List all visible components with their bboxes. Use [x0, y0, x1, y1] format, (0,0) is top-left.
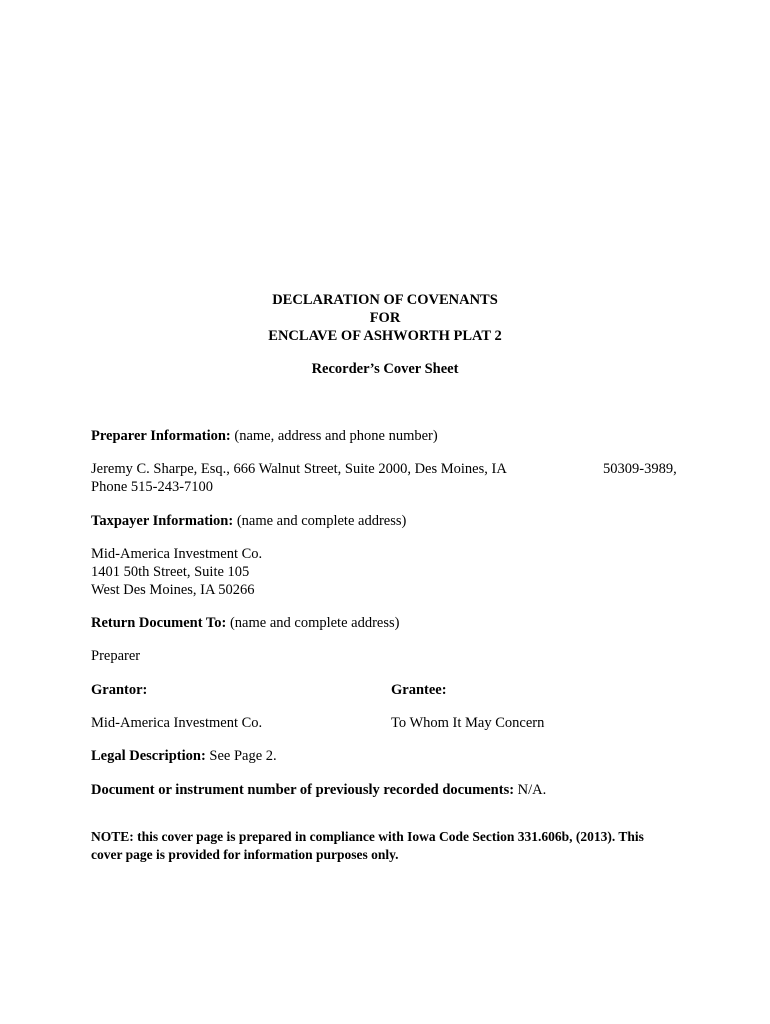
cover-sheet-subtitle: Recorder’s Cover Sheet	[311, 361, 459, 377]
prior-documents	[91, 781, 546, 799]
return-to-label: Return Document To:	[91, 615, 227, 631]
preparer-label: Preparer Information:	[91, 428, 231, 444]
preparer-zip: 50309-3989,	[603, 461, 677, 477]
preparer-hint: (name, address and phone number)	[234, 428, 438, 444]
grantor-label: Grantor:	[91, 682, 148, 698]
declaration-title-line1: DECLARATION OF COVENANTS	[272, 292, 498, 308]
legal-description	[91, 747, 277, 765]
taxpayer-address-line: Mid-America Investment Co.	[91, 546, 263, 562]
legal-description-label: Legal Description:	[91, 748, 206, 764]
preparer-address-line: Jeremy C. Sharpe, Esq., 666 Walnut Street, Suite 2000, Des Moines, IA	[91, 461, 507, 477]
return-to-section-heading	[91, 614, 399, 632]
taxpayer-section-heading	[91, 512, 406, 530]
note-line1: NOTE: this cover page is prepared in compliance with Iowa Code Section 331.606b, (2013). This	[91, 829, 644, 844]
taxpayer-hint: (name and complete address)	[236, 513, 407, 529]
return-to-hint: (name and complete address)	[229, 615, 400, 631]
taxpayer-address-line: 1401 50th Street, Suite 105	[91, 564, 250, 580]
preparer-section-heading	[91, 427, 438, 445]
grantee-value: To Whom It May Concern	[391, 715, 545, 731]
preparer-phone: Phone 515-243-7100	[91, 479, 214, 495]
declaration-title-line2: FOR	[369, 310, 401, 326]
prior-documents-label: Document or instrument number of previously recorded documents:	[91, 782, 515, 798]
note-line2: cover page is provided for information purposes only.	[91, 847, 399, 862]
return-to-value: Preparer	[91, 648, 141, 664]
grantee-label: Grantee:	[391, 682, 447, 698]
taxpayer-label: Taxpayer Information:	[91, 513, 234, 529]
grantor-value: Mid-America Investment Co.	[91, 715, 263, 731]
declaration-title-line3: ENCLAVE OF ASHWORTH PLAT 2	[268, 328, 502, 344]
prior-documents-value: N/A.	[517, 782, 547, 798]
taxpayer-address-line: West Des Moines, IA 50266	[91, 582, 255, 598]
legal-description-value: See Page 2.	[209, 748, 277, 764]
